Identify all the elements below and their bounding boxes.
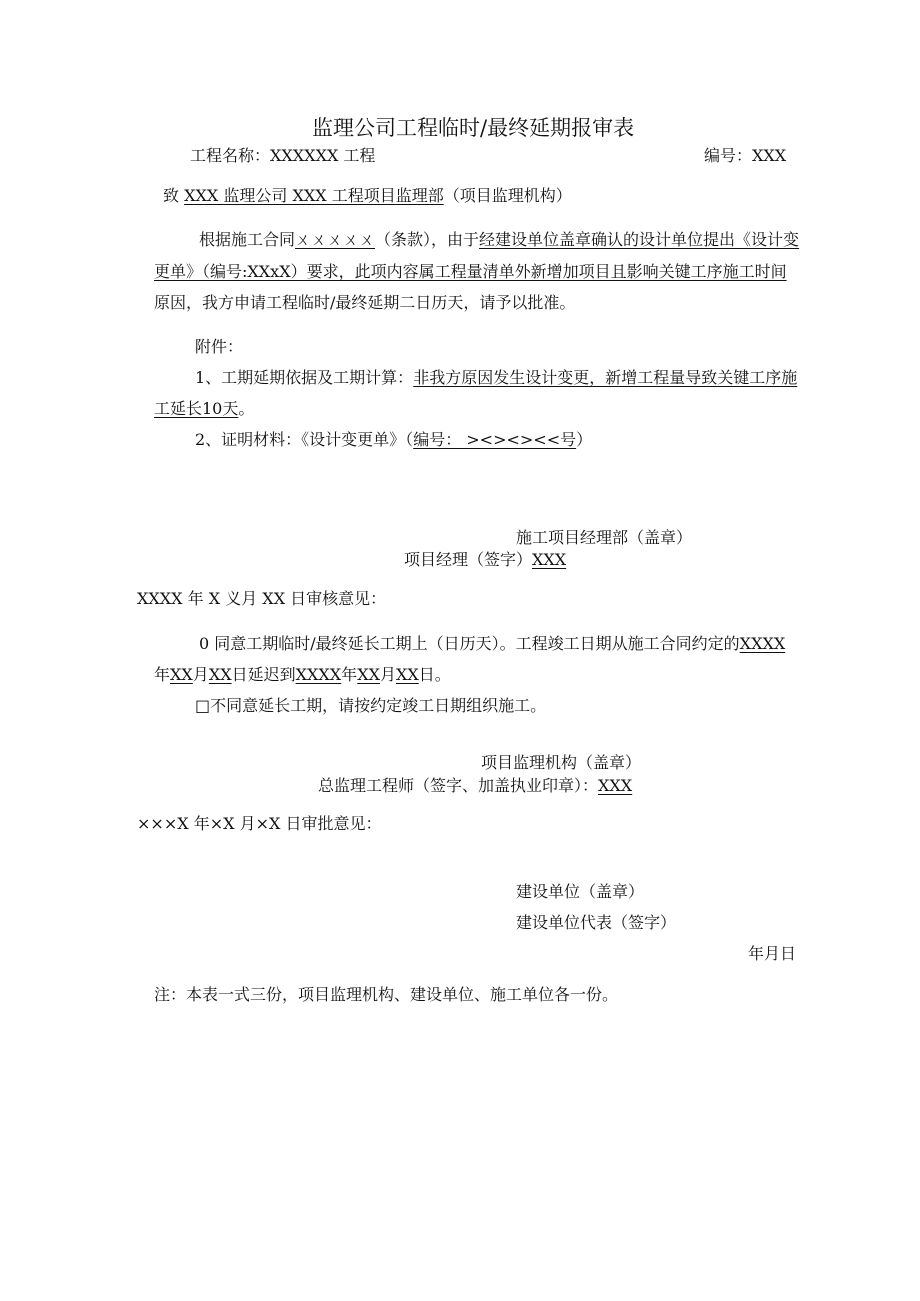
agree-text: 0 同意工期临时/最终延长工期上（日历天）。工程竣工日期从施工合同约定的	[199, 634, 740, 653]
contractor-manager	[404, 550, 566, 570]
attachment-label: 1、工期延期依据及工期计算：	[195, 368, 414, 387]
engineer-label: 总监理工程师（签字、加盖执业印章）：	[318, 776, 599, 795]
body-line-2	[154, 262, 787, 282]
attachment-text: 非我方原因发生设计变更，新增工程量导致关键工序施	[413, 368, 798, 387]
delay-reason: 经建设单位盖章确认的设计单位提出《设计变	[479, 230, 800, 249]
owner-date: 年月日	[748, 944, 797, 963]
manager-label: 项目经理（签字）	[404, 550, 533, 569]
date-label: 日延迟到	[231, 665, 296, 684]
new-year: XXXX	[295, 665, 342, 684]
supervisor-org: 项目监理机构（盖章）	[481, 753, 642, 772]
contract-clause: ㄨㄨㄨㄨㄨ	[295, 230, 376, 249]
engineer-signature: XXX	[598, 776, 633, 795]
new-day: XX	[395, 665, 419, 684]
addressee-suffix: （项目监理机构）	[443, 186, 572, 205]
original-year: XXXX	[739, 634, 786, 653]
supervisor-engineer	[318, 776, 632, 796]
attachments-label: 附件：	[195, 337, 244, 356]
review-agree-dates	[154, 665, 451, 685]
change-order-number: 编号： ><><><<号	[413, 430, 577, 449]
addressee-line	[163, 186, 572, 206]
original-day: XX	[208, 665, 232, 684]
date-label: 月	[192, 665, 209, 684]
date-label: 年	[154, 665, 171, 684]
attachment-label: 2、证明材料：《设计变更单》（	[195, 430, 414, 449]
date-label: 年	[341, 665, 358, 684]
contractor-dept: 施工项目经理部（盖章）	[516, 528, 693, 547]
date-label: 日。	[418, 665, 451, 684]
owner-unit: 建设单位（盖章）	[516, 882, 645, 901]
owner-rep: 建设单位代表（签字）	[516, 913, 677, 932]
new-month: XX	[357, 665, 380, 684]
body-line-1	[199, 230, 799, 250]
delay-reason-cont: 更单》（编号:XXxX）要求，此项内容属工程量清单外新增加项目且影响关键工序施工时间	[154, 262, 787, 281]
date-label: 月	[379, 665, 396, 684]
manager-signature: XXX	[532, 550, 567, 569]
page-title: 监理公司工程临时/最终延期报审表	[312, 116, 635, 140]
attachment-item-1-cont	[154, 399, 254, 419]
attachment-item-1	[195, 368, 797, 388]
addressee-prefix: 致	[163, 186, 185, 205]
approval-date: ×××X 年×X 月×X 日审批意见：	[137, 814, 382, 833]
addressee-org: XXX 监理公司 XXX 工程项目监理部	[184, 186, 444, 205]
attachment-text-cont: 工延长10天	[154, 399, 239, 418]
form-number: 编号：XXX	[704, 146, 787, 165]
body-line-3: 原因，我方申请工程临时/最终延期二日历天，请予以批准。	[154, 293, 576, 312]
review-agree-line	[199, 634, 785, 654]
body-text: 根据施工合同	[199, 230, 296, 249]
original-month: XX	[170, 665, 193, 684]
attachment-item-2	[195, 430, 592, 450]
project-name: 工程名称：XXXXXX 工程	[190, 146, 376, 165]
body-text: （条款），由于	[375, 230, 480, 249]
attachment-end: 。	[238, 399, 255, 418]
review-disagree: □不同意延长工期，请按约定竣工日期组织施工。	[195, 696, 547, 715]
attachment-end: ）	[576, 430, 593, 449]
review-date: XXXX 年 X 义月 XX 日审核意见：	[137, 589, 387, 608]
form-note: 注：本表一式三份，项目监理机构、建设单位、施工单位各一份。	[154, 985, 619, 1004]
